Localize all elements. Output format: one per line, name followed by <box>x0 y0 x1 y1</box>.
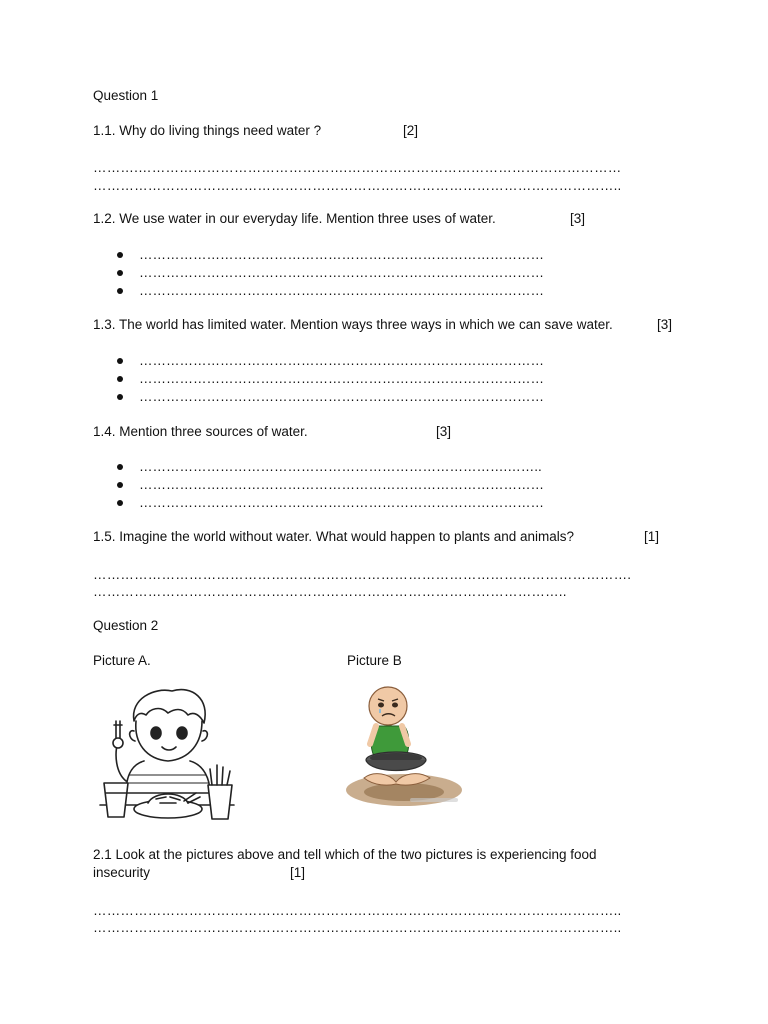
answer-bullet[interactable]: ……………………………………………………………………………… <box>93 371 544 389</box>
picture-a-boy-eating-illustration <box>96 685 238 825</box>
answer-bullet[interactable]: ……………………………………………………………………….…….. <box>93 459 544 477</box>
question-2-1-text-line2: insecurity <box>93 865 151 880</box>
question-1-4-text: 1.4. Mention three sources of water. <box>93 424 308 439</box>
question-1-3-text: 1.3. The world has limited water. Mention ways three ways in which we can save water. <box>93 317 613 332</box>
question-1-2-marks: [3] <box>570 211 586 226</box>
picture-a-label: Picture A. <box>93 653 151 668</box>
question-1-2-text: 1.2. We use water in our everyday life. Mention three uses of water. <box>93 211 496 226</box>
answer-line[interactable]: …………………………………………………………………………………………………….. <box>93 920 622 935</box>
answer-line[interactable]: ………………………………………………………………………………………….. <box>93 584 567 599</box>
answer-bullet[interactable]: ……………………………………………………………………………… <box>93 265 544 283</box>
question-1-5-marks: [1] <box>644 529 660 544</box>
question-1-1-text: 1.1. Why do living things need water ? <box>93 123 322 138</box>
answer-bullet-list <box>93 247 544 301</box>
question-1-3-marks: [3] <box>657 317 673 332</box>
answer-bullet[interactable]: ……………………………………………………………………………… <box>93 389 544 407</box>
question-2-1-marks: [1] <box>290 865 306 880</box>
question-2-1-text-line1: 2.1 Look at the pictures above and tell which of the two pictures is experiencing food <box>93 847 597 862</box>
answer-bullet[interactable]: ……………………………………………………………………………… <box>93 477 544 495</box>
answer-line[interactable]: …………………………………………………………………………………………………….. <box>93 178 622 193</box>
answer-bullet[interactable]: ……………………………………………………………………………… <box>93 247 544 265</box>
question-1-heading: Question 1 <box>93 88 159 103</box>
answer-line[interactable]: …………………………………………………………………………………………………….. <box>93 903 622 918</box>
answer-line[interactable]: ………………………………………………………………………………………………………. <box>93 567 632 582</box>
picture-b-label: Picture B <box>347 653 402 668</box>
answer-line[interactable]: ……….……………………………………….…………………………………………………… <box>93 160 622 175</box>
answer-bullet[interactable]: ……………………………………………………………………………… <box>93 283 544 301</box>
answer-bullet[interactable]: ……………………………………………………………………………… <box>93 495 544 513</box>
question-1-4-marks: [3] <box>436 424 452 439</box>
answer-bullet-list <box>93 353 544 407</box>
question-1-1-marks: [2] <box>403 123 419 138</box>
answer-bullet-list <box>93 459 544 513</box>
answer-bullet[interactable]: ……………………………………………………………………………… <box>93 353 544 371</box>
question-1-5-text: 1.5. Imagine the world without water. What would happen to plants and animals? <box>93 529 575 544</box>
question-2-heading: Question 2 <box>93 618 159 633</box>
picture-b-hungry-child-illustration <box>340 682 466 810</box>
